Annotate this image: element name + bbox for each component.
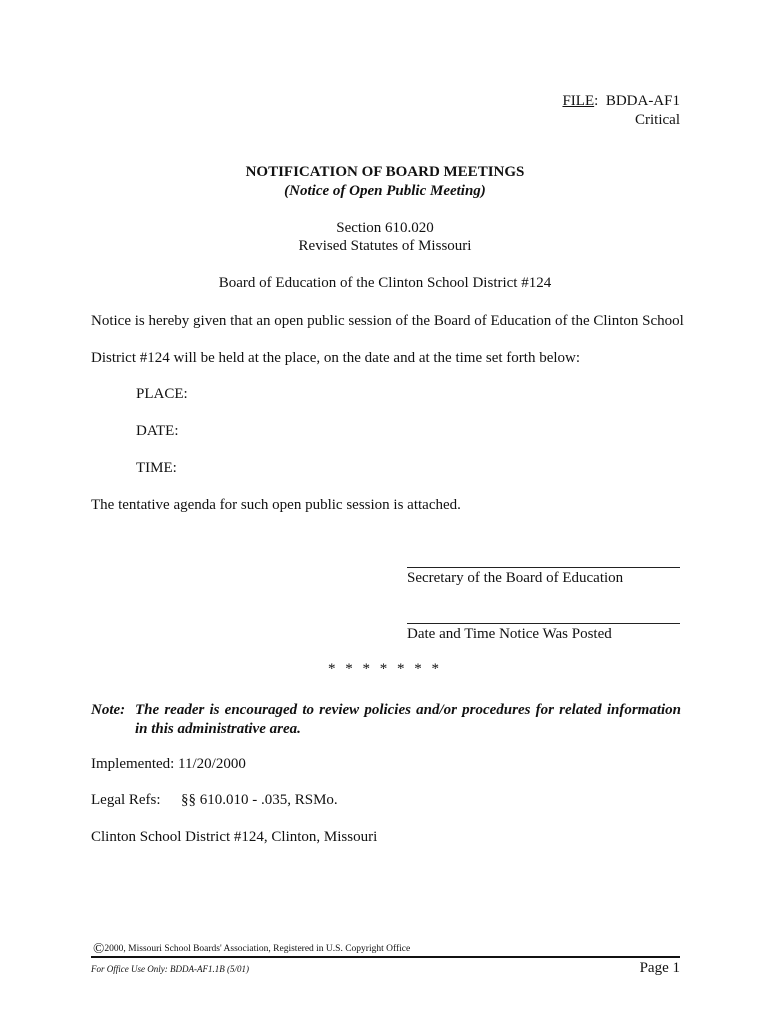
date-field-label: DATE: [136,423,179,439]
section-separator: * * * * * * * [328,661,442,677]
page-number: Page 1 [639,960,680,976]
copyright-text: 2000, Missouri School Boards' Association, Registered in U.S. Copyright Office [104,944,411,954]
posted-signature-label: Date and Time Notice Was Posted [407,626,612,642]
file-reference: FILE: BDDA-AF1 Critical [562,93,680,128]
agenda-text: The tentative agenda for such open public session is attached. [91,497,461,513]
file-classification: Critical [635,112,680,128]
posted-signature-line [407,623,680,624]
document-title: NOTIFICATION OF BOARD MEETINGS [245,164,525,180]
notice-line-2: District #124 will be held at the place, on the date and at the time set forth below: [91,350,581,366]
copyright-icon: © [93,941,105,957]
document-subtitle: (Notice of Open Public Meeting) [284,183,486,199]
statute-section: Section 610.020 [336,220,434,236]
board-name: Board of Education of the Clinton School District #124 [218,275,552,291]
office-use-code: For Office Use Only: BDDA-AF1.1B (5/01) [91,964,249,974]
statute-source: Revised Statutes of Missouri [298,238,472,254]
place-field-label: PLACE: [136,386,188,402]
file-label: FILE [562,93,595,109]
note-text: The reader is encouraged to review policies and/or procedures for related information in this administrative area. [135,702,681,737]
legal-refs-value: §§ 610.010 - .035, RSMo. [181,792,338,808]
district-location: Clinton School District #124, Clinton, Missouri [91,829,378,845]
file-code: BDDA-AF1 [605,93,680,109]
secretary-signature-label: Secretary of the Board of Education [407,570,624,586]
notice-line-1: Notice is hereby given that an open public session of the Board of Education of the Clinton School [91,313,684,329]
implemented-date: Implemented: 11/20/2000 [91,756,246,772]
legal-refs-label: Legal Refs: [91,792,161,808]
note-label: Note: [91,702,126,718]
secretary-signature-line [407,567,680,568]
footer-divider [91,956,680,958]
reader-note [91,701,681,739]
time-field-label: TIME: [136,460,177,476]
